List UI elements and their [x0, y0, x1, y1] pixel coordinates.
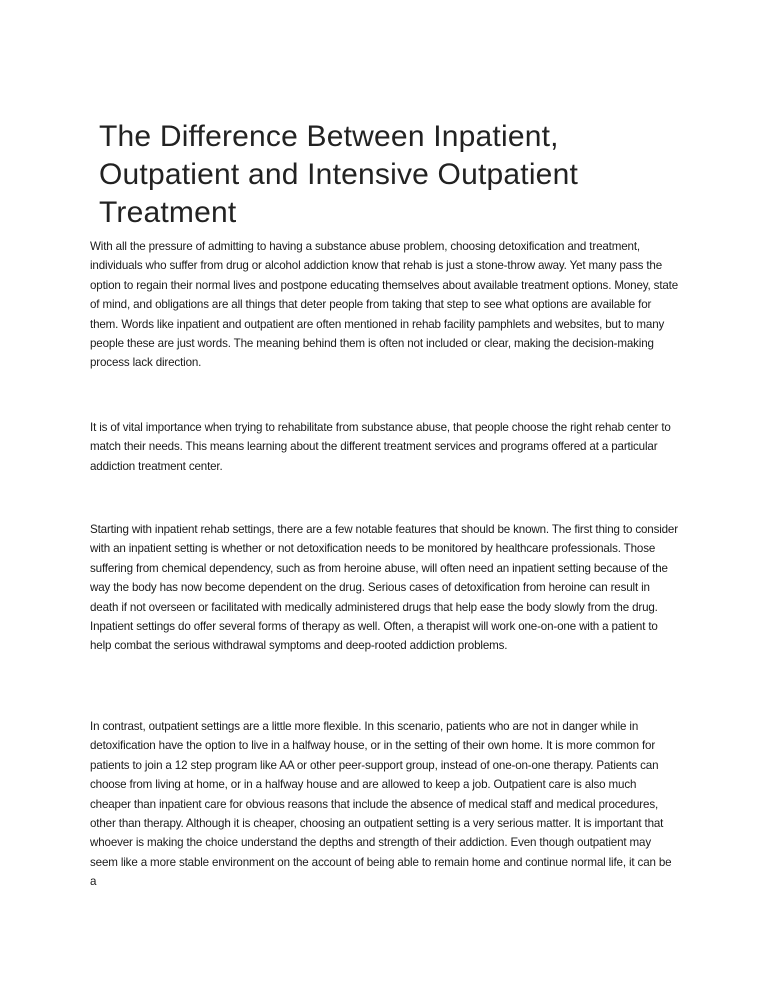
paragraph-inpatient: Starting with inpatient rehab settings, there are a few notable features that should be known. The first thing to consider with an inpatient setting is whether or not detoxification needs to be monitored by healthcare professionals. Those suffering from chemical dependency, such as from heroine abuse, will often need an inpatient setting because of the way the body has now become dependent on the drug. Serious cases of detoxification from heroine can result in death if not overseen or facilitated with medically administered drugs that help ease the body slowly from the drug. Inpatient settings do offer several forms of therapy as well. Often, a therapist will work one-on-one with a patient to help combat the serious withdrawal symptoms and deep-rooted addiction problems. — [90, 523, 678, 653]
document-title: The Difference Between Inpatient, Outpatient and Intensive Outpatient Treatment — [99, 120, 578, 229]
paragraph-importance: It is of vital importance when trying to rehabilitate from substance abuse, that people choose the right rehab center to match their needs. This means learning about the different treatment services and programs offered at a particular addiction treatment center. — [90, 421, 671, 473]
paragraph-intro: With all the pressure of admitting to having a substance abuse problem, choosing detoxification and treatment, individuals who suffer from drug or alcohol addiction know that rehab is just a stone-throw away. Yet many pass the option to regain their normal lives and postpone educating themselves about available treatment options. Money, state of mind, and obligations are all things that deter people from taking that step to see what options are available for them. Words like inpatient and outpatient are often mentioned in rehab facility pamphlets and websites, but to many people these are just words. The meaning behind them is often not included or clear, making the decision-making process lack direction. — [90, 240, 679, 370]
paragraph-outpatient: In contrast, outpatient settings are a little more flexible. In this scenario, patients who are not in danger while in detoxification have the option to live in a halfway house, or in the setting of their own home. It is more common for patients to join a 12 step program like AA or other peer-support group, instead of one-on-one therapy. Patients can choose from living at home, or in a halfway house and are allowed to keep a job. Outpatient care is also much cheaper than inpatient care for obvious reasons that include the absence of medical staff and medical procedures, other than therapy. Although it is cheaper, choosing an outpatient setting is a very serious matter. It is important that whoever is making the choice understand the depths and strength of their addiction. Even though outpatient may seem like a more stable environment on the account of being able to remain home and continue normal life, it can be a — [90, 720, 672, 889]
